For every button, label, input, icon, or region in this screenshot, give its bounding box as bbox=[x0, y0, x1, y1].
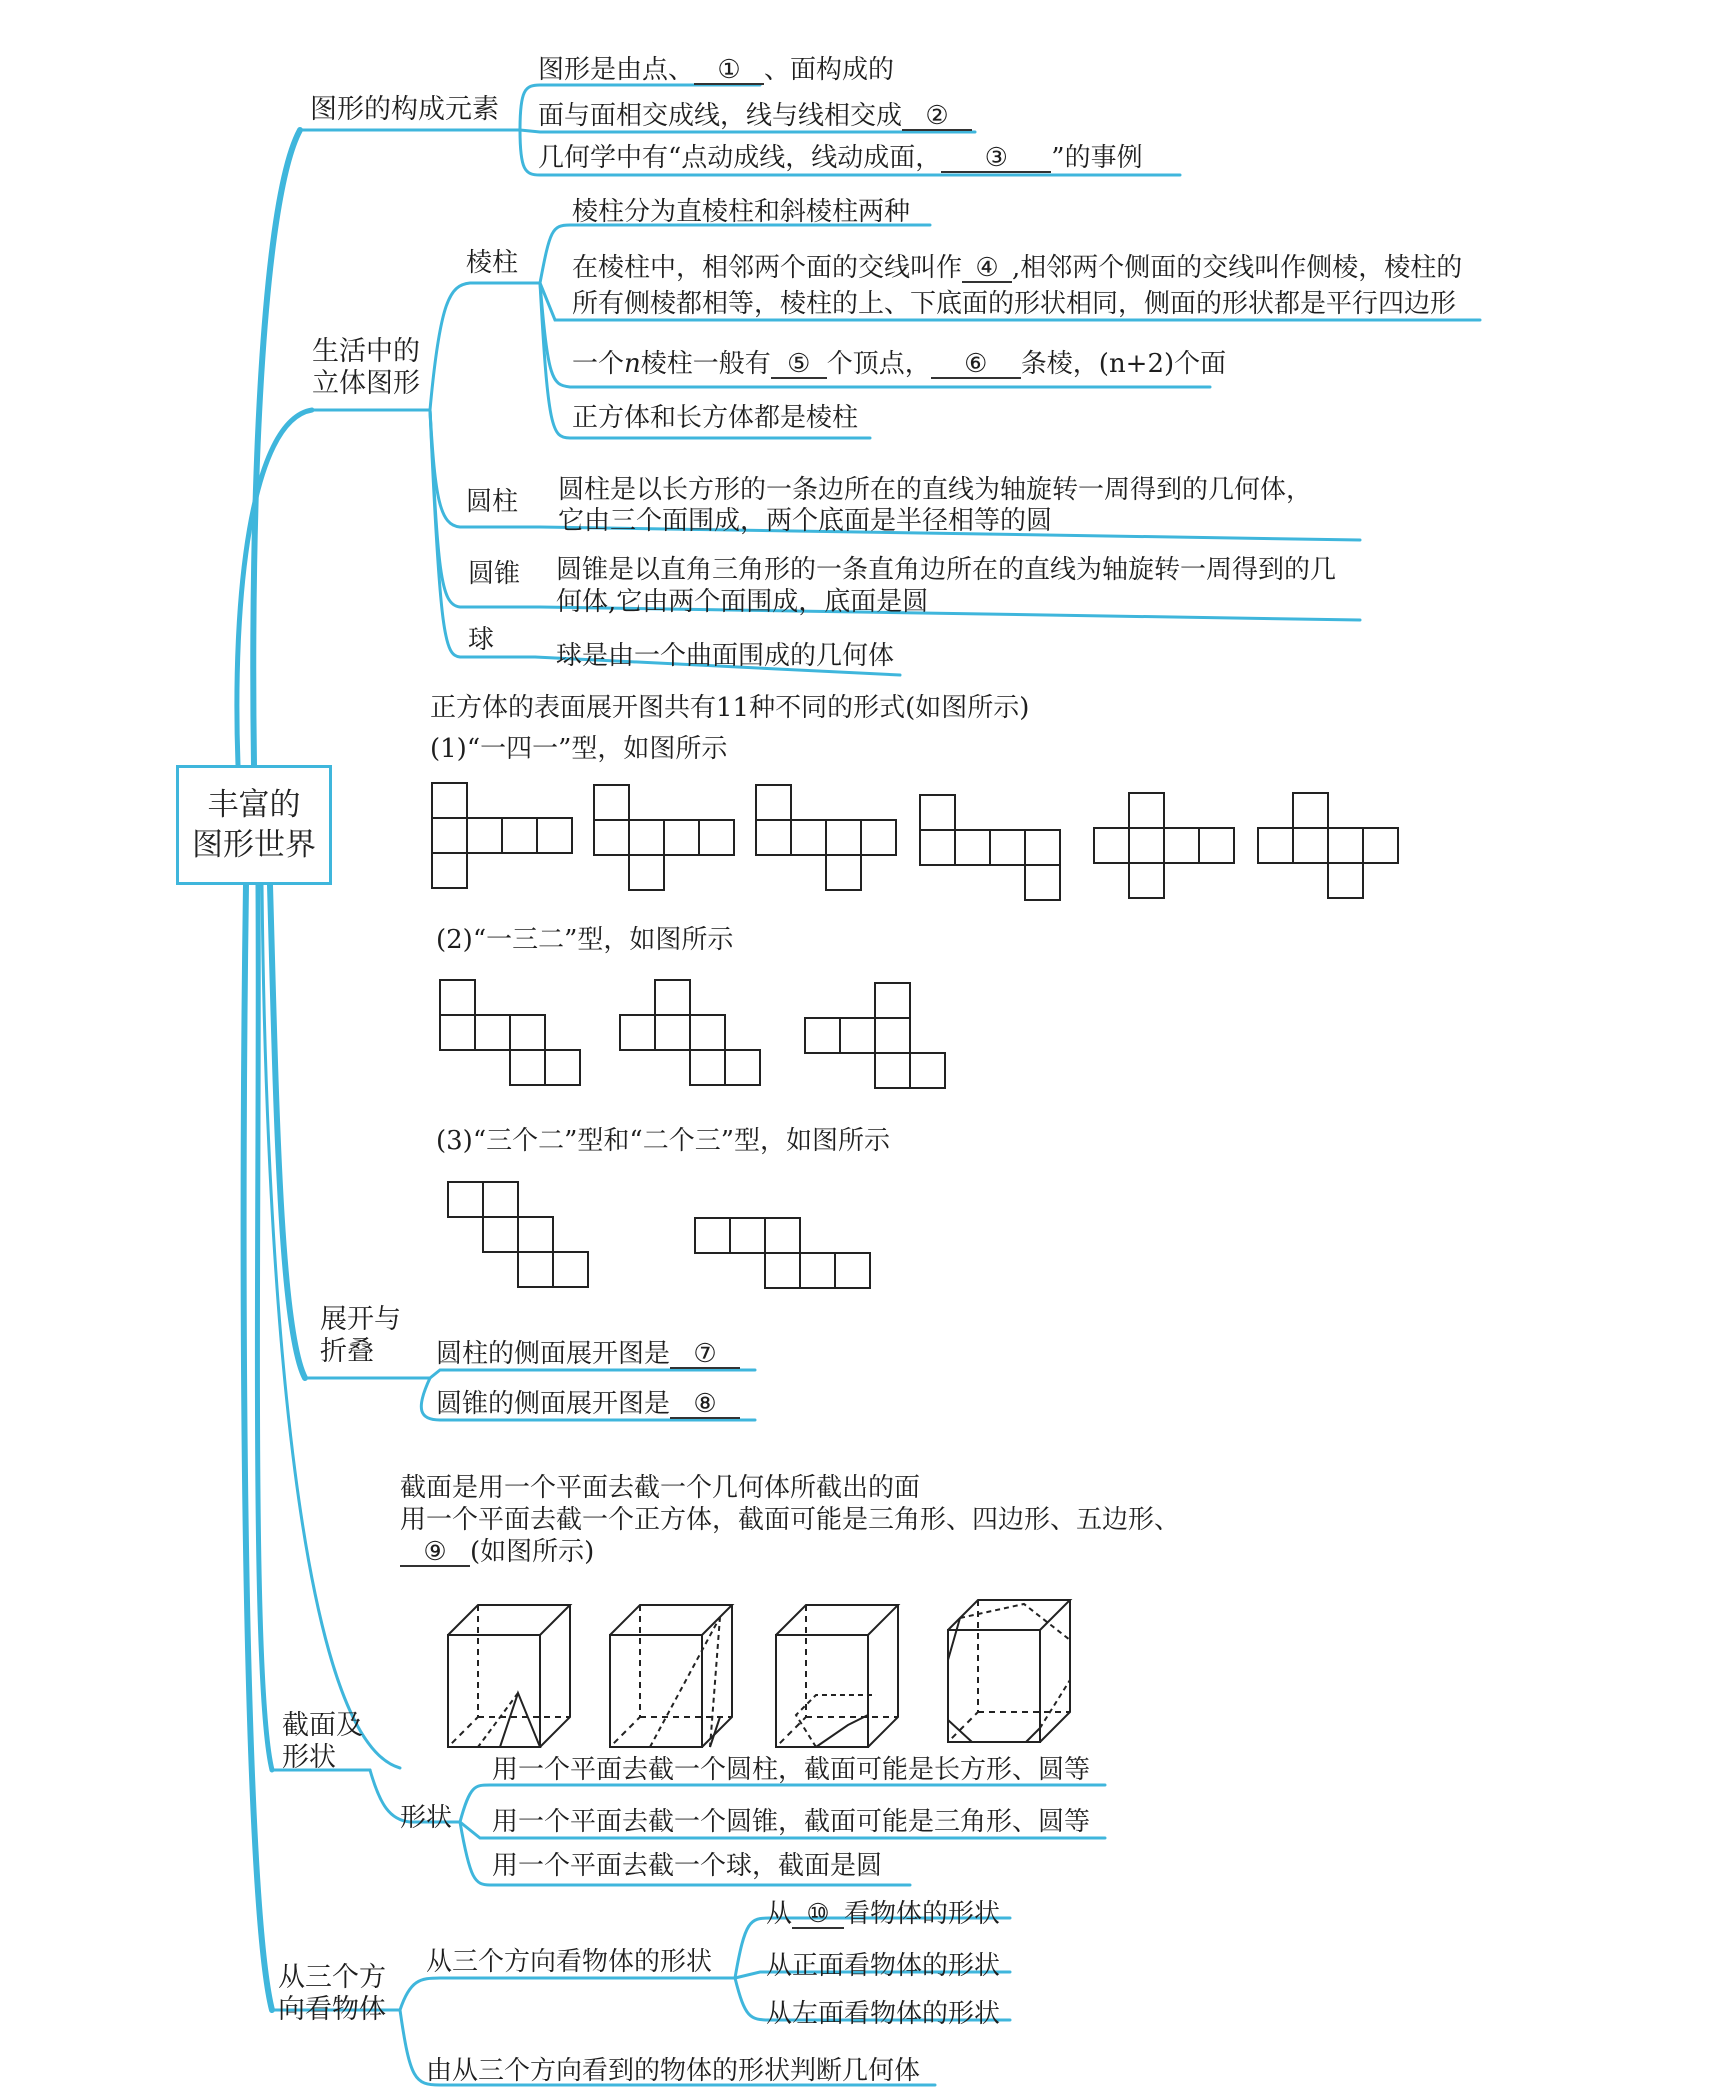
net-2-3 bbox=[805, 983, 945, 1088]
net-1-4 bbox=[920, 795, 1060, 900]
prism-item-2-line2: 所有侧棱都相等，棱柱的上、下底面的形状相同，侧面的形状都是平行四边形 bbox=[572, 289, 1457, 319]
net-3-1 bbox=[448, 1182, 588, 1287]
views-judge: 由从三个方向看到的物体的形状判断几何体 bbox=[426, 2056, 921, 2086]
blank-8: ⑧ bbox=[670, 1391, 740, 1419]
composition-item-3: 几何学中有“点动成线，线动成面， ③ ”的事例 bbox=[538, 143, 1143, 173]
net-2-1 bbox=[440, 980, 580, 1085]
root-title: 丰富的 图形世界 bbox=[192, 787, 316, 863]
branch-views-label: 从三个方 向看物体 bbox=[278, 1962, 386, 2025]
blank-2: ② bbox=[902, 103, 972, 131]
cylinder-line-2: 它由三个面围成，两个底面是半径相等的圆 bbox=[558, 506, 1053, 536]
unfold-cylinder: 圆柱的侧面展开图是 ⑦ bbox=[436, 1338, 740, 1370]
views-item-3: 从左面看物体的形状 bbox=[766, 1999, 1001, 2029]
blank-3: ③ bbox=[941, 145, 1051, 173]
branch-composition-label: 图形的构成元素 bbox=[310, 94, 499, 125]
composition-item-1: 图形是由点、 ① 、面构成的 bbox=[538, 55, 895, 85]
prism-item-3: 一个n棱柱一般有 ⑤ 个顶点， ⑥ 条棱，(n+2)个面 bbox=[572, 349, 1227, 379]
prism-item-2: 在棱柱中，相邻两个面的交线叫作 ④ ,相邻两个侧面的交线叫作侧棱，棱柱的 bbox=[572, 253, 1463, 283]
composition-item-2: 面与面相交成线，线与线相交成 ② bbox=[538, 100, 972, 132]
views-item-1: 从 ⑩ 看物体的形状 bbox=[766, 1899, 1001, 1929]
unfold-type-1: (1)“一四一”型，如图所示 bbox=[430, 734, 728, 764]
net-1-1 bbox=[432, 783, 572, 888]
prism-label: 棱柱 bbox=[466, 248, 519, 278]
unfold-cone: 圆锥的侧面展开图是 ⑧ bbox=[436, 1388, 740, 1420]
cone-line-1: 圆锥是以直角三角形的一条直角边所在的直线为轴旋转一周得到的几 bbox=[556, 555, 1337, 585]
cone-line-2: 何体,它由两个面围成，底面是圆 bbox=[556, 587, 929, 617]
blank-7: ⑦ bbox=[670, 1341, 740, 1369]
section-cube-quad bbox=[610, 1605, 732, 1747]
net-3-2 bbox=[695, 1218, 870, 1288]
section-cube-triangle bbox=[448, 1605, 570, 1747]
section-def-2: 用一个平面去截一个正方体，截面可能是三角形、四边形、五边形、 bbox=[400, 1505, 1181, 1535]
branch-section-label: 截面及 形状 bbox=[282, 1710, 363, 1773]
net-2-2 bbox=[620, 980, 760, 1085]
section-cube-pentagon bbox=[776, 1605, 898, 1747]
section-cube-hexagon bbox=[948, 1600, 1070, 1742]
views-item-2: 从正面看物体的形状 bbox=[766, 1951, 1001, 1981]
section-shape-item-1: 用一个平面去截一个圆柱，截面可能是长方形、圆等 bbox=[492, 1755, 1091, 1785]
blank-9: ⑨ bbox=[400, 1539, 470, 1567]
blank-6: ⑥ bbox=[931, 351, 1021, 379]
section-shape-item-3: 用一个平面去截一个球，截面是圆 bbox=[492, 1851, 883, 1881]
section-def-3: ⑨ (如图所示) bbox=[400, 1536, 594, 1568]
net-1-3 bbox=[756, 785, 896, 890]
cylinder-line-1: 圆柱是以长方形的一条边所在的直线为轴旋转一周得到的几何体， bbox=[558, 475, 1313, 505]
cylinder-label: 圆柱 bbox=[466, 487, 519, 517]
branch-unfold-label: 展开与 折叠 bbox=[320, 1304, 401, 1367]
unfold-type-3: (3)“三个二”型和“二个三”型，如图所示 bbox=[436, 1126, 890, 1156]
blank-5: ⑤ bbox=[771, 351, 827, 379]
unfold-intro: 正方体的表面展开图共有11种不同的形式(如图所示) bbox=[430, 693, 1030, 723]
net-1-6 bbox=[1258, 793, 1398, 898]
unfold-type-2: (2)“一三二”型，如图所示 bbox=[436, 925, 734, 955]
prism-item-4: 正方体和长方体都是棱柱 bbox=[572, 403, 859, 433]
section-shape-label: 形状 bbox=[400, 1803, 453, 1833]
branch-solids-label: 生活中的 立体图形 bbox=[312, 336, 420, 399]
sphere-text: 球是由一个曲面围成的几何体 bbox=[556, 641, 895, 671]
cone-label: 圆锥 bbox=[468, 559, 521, 589]
blank-1: ① bbox=[694, 57, 764, 85]
net-1-2 bbox=[594, 785, 734, 890]
section-shape-item-2: 用一个平面去截一个圆锥，截面可能是三角形、圆等 bbox=[492, 1807, 1091, 1837]
prism-item-1: 棱柱分为直棱柱和斜棱柱两种 bbox=[572, 197, 911, 227]
net-1-5 bbox=[1094, 793, 1234, 898]
sphere-label: 球 bbox=[468, 625, 495, 655]
views-sub-label: 从三个方向看物体的形状 bbox=[426, 1947, 713, 1977]
section-def-1: 截面是用一个平面去截一个几何体所截出的面 bbox=[400, 1473, 921, 1503]
blank-4: ④ bbox=[962, 255, 1012, 283]
blank-10: ⑩ bbox=[792, 1901, 844, 1929]
